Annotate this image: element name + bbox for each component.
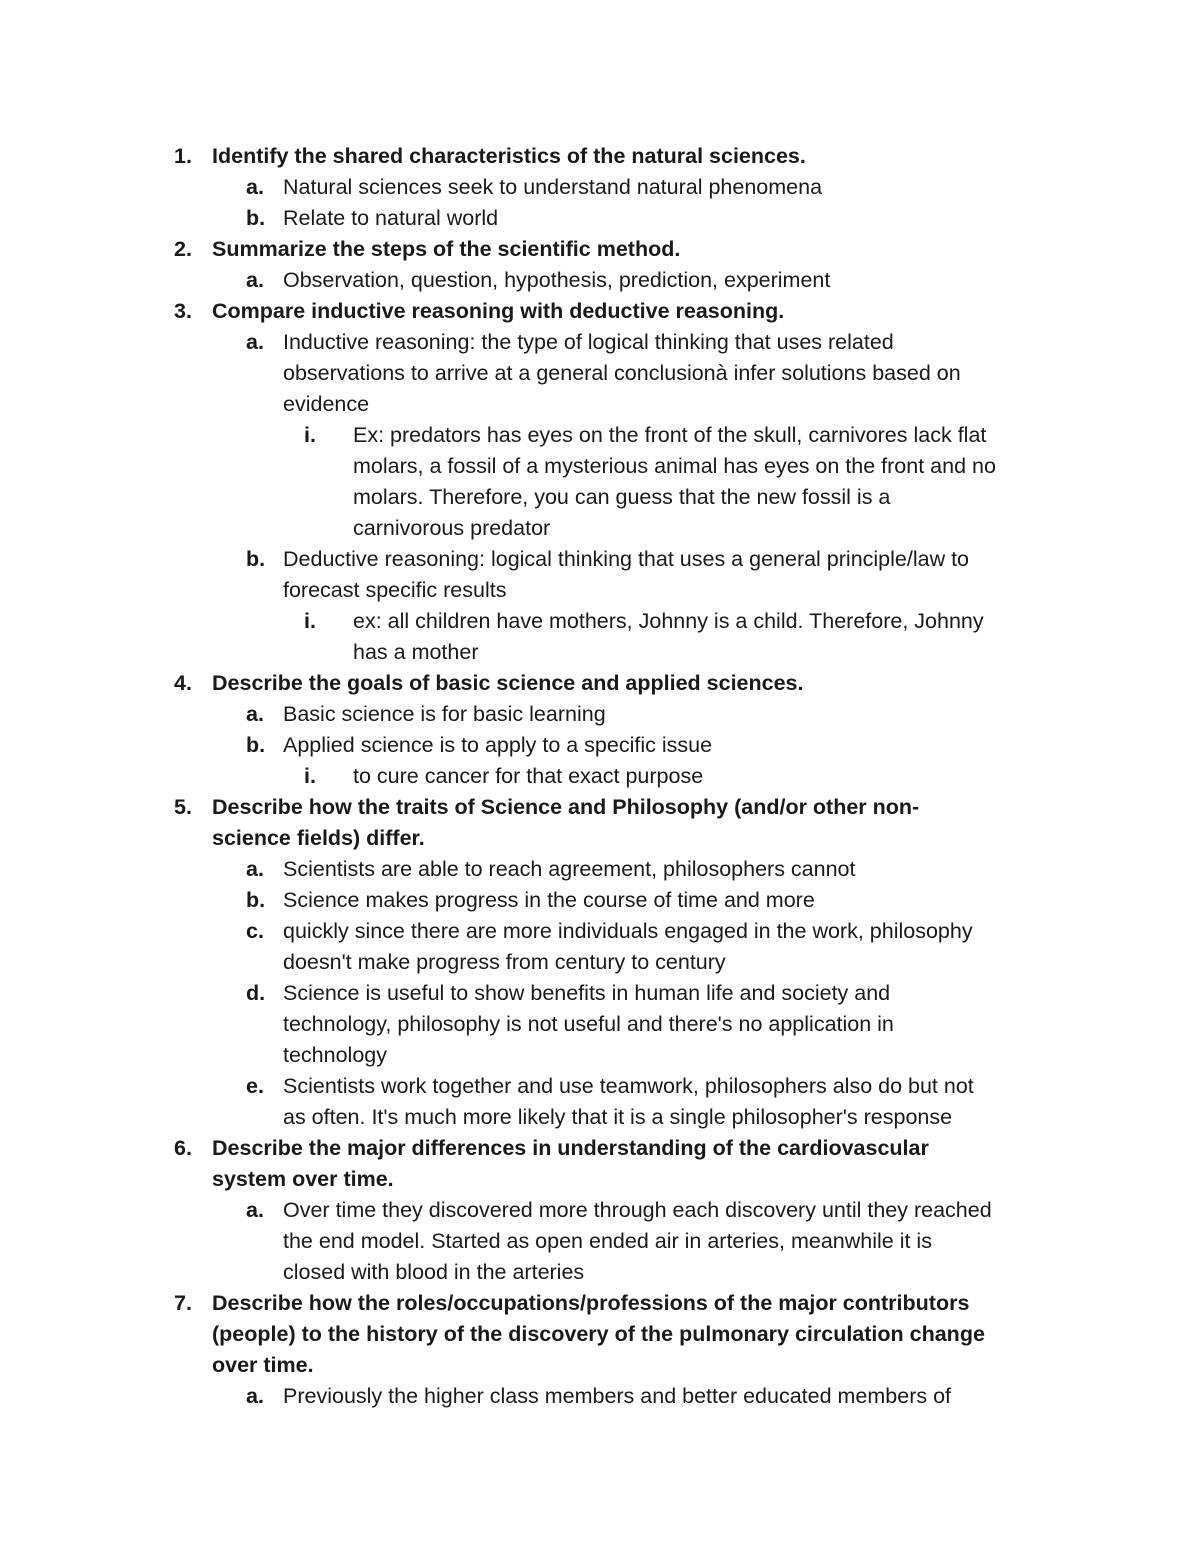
answer-line xyxy=(0,854,1200,885)
answer-line xyxy=(0,327,1200,358)
list-marker: 1. xyxy=(174,144,192,168)
list-item-text: science fields) differ. xyxy=(212,826,425,850)
list-item-text: Identify the shared characteristics of the natural sciences. xyxy=(212,144,806,168)
answer-line xyxy=(0,544,1200,575)
answer-line xyxy=(0,947,1200,978)
answer-line xyxy=(0,730,1200,761)
list-marker: a. xyxy=(246,702,264,726)
list-item-text: evidence xyxy=(283,392,370,416)
answer-line xyxy=(0,1257,1200,1288)
answer-line xyxy=(0,1102,1200,1133)
question-line xyxy=(0,1164,1200,1195)
list-marker: a. xyxy=(246,1198,264,1222)
list-item-text: technology, philosophy is not useful and there's no application in xyxy=(283,1012,894,1036)
list-item-text: Science is useful to show benefits in human life and society and xyxy=(283,981,891,1005)
list-marker: 7. xyxy=(174,1291,192,1315)
answer-line xyxy=(0,1071,1200,1102)
list-item-text: doesn't make progress from century to century xyxy=(283,950,726,974)
answer-line xyxy=(0,203,1200,234)
question-line xyxy=(0,1288,1200,1319)
answer-line xyxy=(0,699,1200,730)
list-item-text: technology xyxy=(283,1043,387,1067)
list-item-text: ex: all children have mothers, Johnny is a child. Therefore, Johnny xyxy=(353,609,984,633)
list-marker: i. xyxy=(304,764,316,788)
list-item-text: the end model. Started as open ended air in arteries, meanwhile it is xyxy=(283,1229,932,1253)
question-line xyxy=(0,1350,1200,1381)
list-item-text: carnivorous predator xyxy=(353,516,551,540)
list-marker: i. xyxy=(304,423,316,447)
list-marker: e. xyxy=(246,1074,264,1098)
list-marker: d. xyxy=(246,981,266,1005)
list-marker: b. xyxy=(246,733,266,757)
list-marker: b. xyxy=(246,206,266,230)
sub-answer-line xyxy=(0,761,1200,792)
list-item-text: Scientists work together and use teamwork, philosophers also do but not xyxy=(283,1074,974,1098)
question-line xyxy=(0,668,1200,699)
question-line xyxy=(0,141,1200,172)
list-item-text: molars. Therefore, you can guess that the new fossil is a xyxy=(353,485,891,509)
list-marker: a. xyxy=(246,330,264,354)
list-item-text: Relate to natural world xyxy=(283,206,499,230)
answer-line xyxy=(0,172,1200,203)
answer-line xyxy=(0,885,1200,916)
answer-line xyxy=(0,1226,1200,1257)
list-item-text: observations to arrive at a general conclusionà infer solutions based on xyxy=(283,361,961,385)
list-item-text: Scientists are able to reach agreement, philosophers cannot xyxy=(283,857,856,881)
question-line xyxy=(0,234,1200,265)
answer-line xyxy=(0,1381,1200,1412)
list-marker: a. xyxy=(246,175,264,199)
list-item-text: to cure cancer for that exact purpose xyxy=(353,764,704,788)
question-line xyxy=(0,1133,1200,1164)
answer-line xyxy=(0,1009,1200,1040)
question-line xyxy=(0,792,1200,823)
sub-answer-line xyxy=(0,513,1200,544)
answer-line xyxy=(0,265,1200,296)
answer-line xyxy=(0,1195,1200,1226)
answer-line xyxy=(0,358,1200,389)
answer-line xyxy=(0,389,1200,420)
list-item-text: closed with blood in the arteries xyxy=(283,1260,585,1284)
sub-answer-line xyxy=(0,451,1200,482)
list-marker: 3. xyxy=(174,299,192,323)
list-item-text: quickly since there are more individuals engaged in the work, philosophy xyxy=(283,919,973,943)
list-marker: a. xyxy=(246,1384,264,1408)
list-marker: 5. xyxy=(174,795,192,819)
list-item-text: has a mother xyxy=(353,640,479,664)
sub-answer-line xyxy=(0,637,1200,668)
list-item-text: Over time they discovered more through each discovery until they reached xyxy=(283,1198,992,1222)
list-item-text: Describe the major differences in understanding of the cardiovascular xyxy=(212,1136,929,1160)
list-marker: a. xyxy=(246,857,264,881)
list-marker: i. xyxy=(304,609,316,633)
list-marker: 4. xyxy=(174,671,192,695)
list-item-text: Applied science is to apply to a specific issue xyxy=(283,733,713,757)
list-item-text: Previously the higher class members and better educated members of xyxy=(283,1384,952,1408)
list-marker: c. xyxy=(246,919,264,943)
list-item-text: Describe how the roles/occupations/professions of the major contributors xyxy=(212,1291,970,1315)
list-item-text: Deductive reasoning: logical thinking that uses a general principle/law to xyxy=(283,547,970,571)
list-item-text: Ex: predators has eyes on the front of the skull, carnivores lack flat xyxy=(353,423,987,447)
list-item-text: Observation, question, hypothesis, prediction, experiment xyxy=(283,268,831,292)
question-line xyxy=(0,823,1200,854)
list-item-text: Compare inductive reasoning with deductive reasoning. xyxy=(212,299,785,323)
list-marker: b. xyxy=(246,547,266,571)
list-item-text: over time. xyxy=(212,1353,314,1377)
outline-list xyxy=(0,141,1200,1412)
sub-answer-line xyxy=(0,420,1200,451)
sub-answer-line xyxy=(0,606,1200,637)
list-marker: b. xyxy=(246,888,266,912)
list-item-text: Describe the goals of basic science and applied sciences. xyxy=(212,671,804,695)
answer-line xyxy=(0,575,1200,606)
question-line xyxy=(0,1319,1200,1350)
list-marker: 6. xyxy=(174,1136,192,1160)
list-item-text: Summarize the steps of the scientific method. xyxy=(212,237,681,261)
list-item-text: molars, a fossil of a mysterious animal has eyes on the front and no xyxy=(353,454,996,478)
list-item-text: as often. It's much more likely that it is a single philosopher's response xyxy=(283,1105,953,1129)
list-item-text: system over time. xyxy=(212,1167,394,1191)
list-item-text: Inductive reasoning: the type of logical thinking that uses related xyxy=(283,330,894,354)
list-item-text: forecast specific results xyxy=(283,578,507,602)
list-item-text: Science makes progress in the course of time and more xyxy=(283,888,815,912)
list-marker: a. xyxy=(246,268,264,292)
answer-line xyxy=(0,916,1200,947)
list-item-text: (people) to the history of the discovery of the pulmonary circulation change xyxy=(212,1322,985,1346)
answer-line xyxy=(0,1040,1200,1071)
sub-answer-line xyxy=(0,482,1200,513)
question-line xyxy=(0,296,1200,327)
list-item-text: Describe how the traits of Science and Philosophy (and/or other non- xyxy=(212,795,920,819)
answer-line xyxy=(0,978,1200,1009)
list-marker: 2. xyxy=(174,237,192,261)
list-item-text: Natural sciences seek to understand natural phenomena xyxy=(283,175,823,199)
list-item-text: Basic science is for basic learning xyxy=(283,702,606,726)
